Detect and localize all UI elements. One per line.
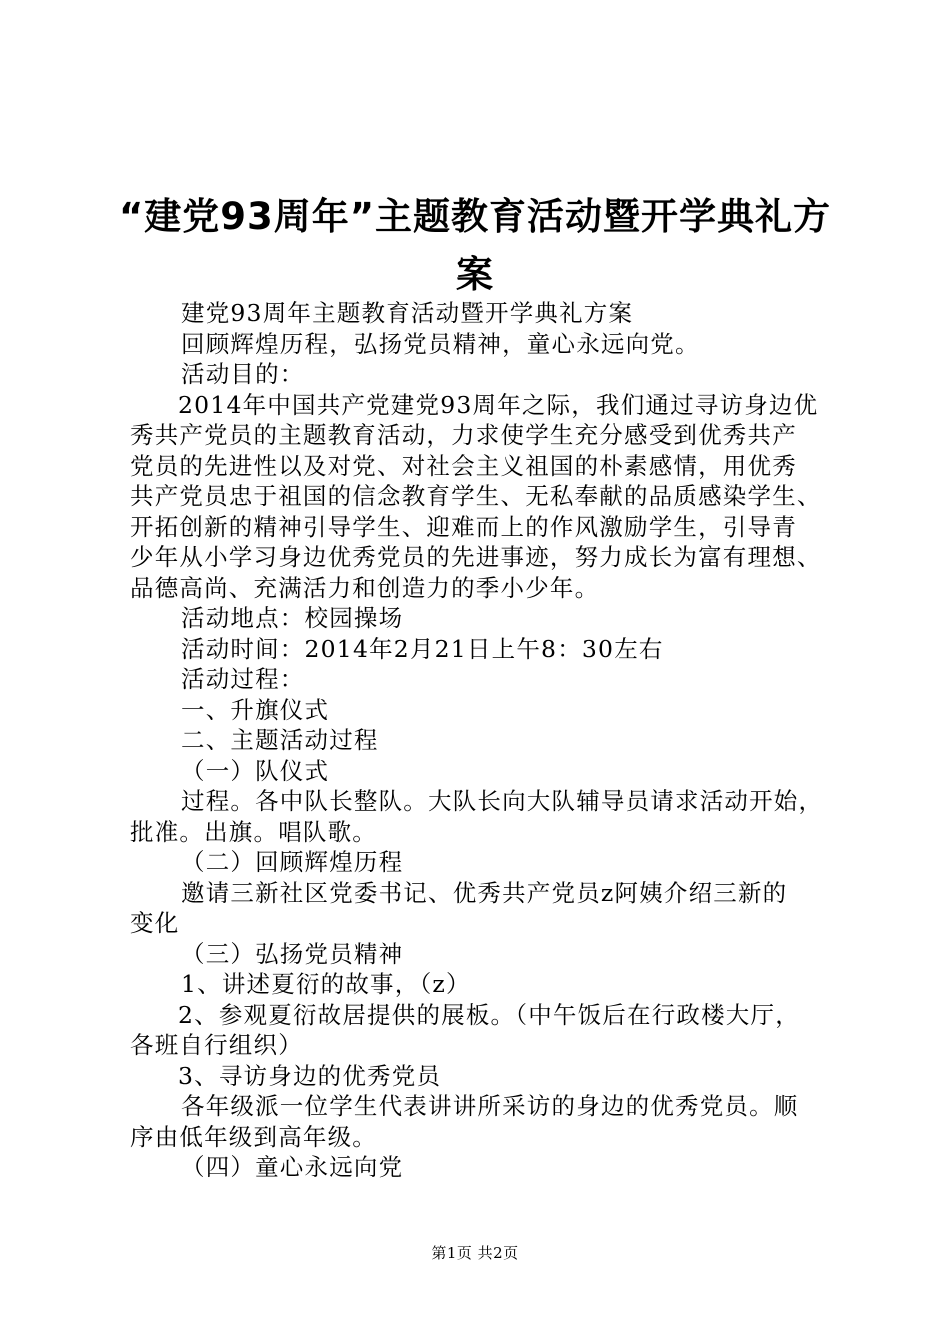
body-line: 邀请三新社区党委书记、优秀共产党员z阿姨介绍三新的 bbox=[181, 879, 788, 907]
body-line: （四）童心永远向党 bbox=[181, 1153, 404, 1181]
body-line: 共产党员忠于祖国的信念教育学生、无私奉献的品质感染学生、 bbox=[130, 482, 822, 510]
body-line: 1、讲述夏衍的故事，（z） bbox=[181, 970, 471, 998]
body-line: 2014年中国共产党建党93周年之际，我们通过寻访身边优 bbox=[178, 391, 819, 419]
body-line: 活动地点：校园操场 bbox=[181, 604, 404, 632]
body-line: 党员的先进性以及对党、对社会主义祖国的朴素感情，用优秀 bbox=[130, 452, 797, 480]
body-line: 2、参观夏衍故居提供的展板。（中午饭后在行政楼大厅， bbox=[178, 1001, 800, 1029]
body-line: （二）回顾辉煌历程 bbox=[181, 848, 404, 876]
body-line: 建党93周年主题教育活动暨开学典礼方案 bbox=[181, 299, 634, 327]
body-line: （一）队仪式 bbox=[181, 757, 330, 785]
body-line: 开拓创新的精神引导学生、迎难而上的作风激励学生，引导青 bbox=[130, 513, 797, 541]
body-line: 一、升旗仪式 bbox=[181, 696, 330, 724]
document-title-line-1: “建党93周年”主题教育活动暨开学典礼方 bbox=[118, 195, 832, 238]
body-line: 批准。出旗。唱队歌。 bbox=[130, 818, 377, 846]
body-line: 过程。各中队长整队。大队长向大队辅导员请求活动开始， bbox=[181, 787, 824, 815]
body-line: 活动过程： bbox=[181, 665, 305, 693]
body-line: 序由低年级到高年级。 bbox=[130, 1123, 377, 1151]
body-line: 回顾辉煌历程，弘扬党员精神，童心永远向党。 bbox=[181, 330, 700, 358]
body-line: 品德高尚、充满活力和创造力的季小少年。 bbox=[130, 574, 600, 602]
body-line: 各年级派一位学生代表讲讲所采访的身边的优秀党员。顺 bbox=[181, 1092, 799, 1120]
body-line: 活动时间：2014年2月21日上午8：30左右 bbox=[181, 635, 664, 663]
page-footer: 第1页 共2页 bbox=[431, 1244, 519, 1262]
body-line: 变化 bbox=[130, 909, 180, 937]
body-line: 少年从小学习身边优秀党员的先进事迹，努力成长为富有理想、 bbox=[130, 543, 822, 571]
document-title-line-2: 案 bbox=[456, 253, 494, 296]
body-line: 3、寻访身边的优秀党员 bbox=[178, 1062, 442, 1090]
body-line: 二、主题活动过程 bbox=[181, 726, 379, 754]
body-line: 秀共产党员的主题教育活动，力求使学生充分感受到优秀共产 bbox=[130, 421, 797, 449]
body-line: 活动目的： bbox=[181, 360, 305, 388]
body-line: （三）弘扬党员精神 bbox=[181, 940, 404, 968]
body-line: 各班自行组织） bbox=[130, 1031, 303, 1059]
